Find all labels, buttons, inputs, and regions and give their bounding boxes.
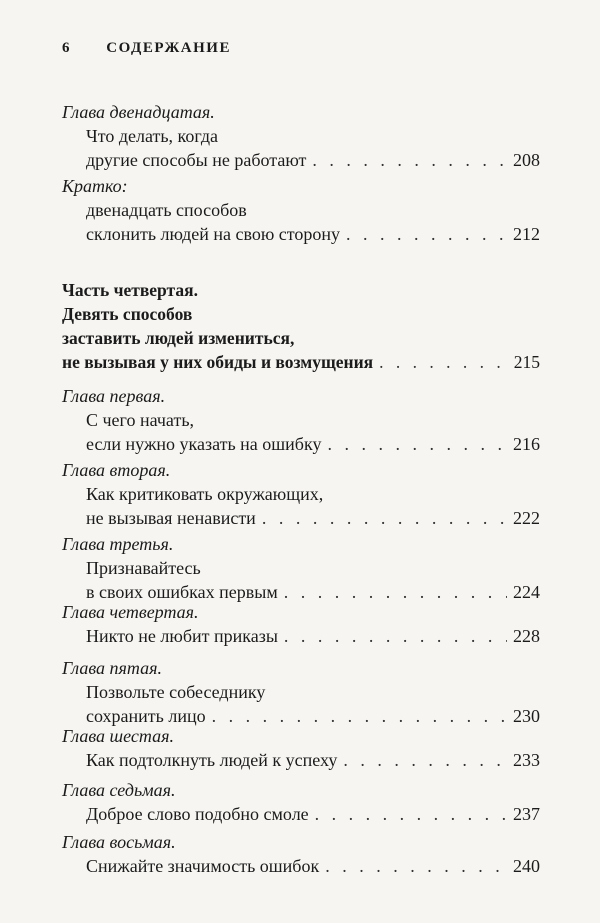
chapter-title: [62, 556, 540, 604]
chapter-title-text: Никто не любит приказы: [86, 626, 278, 646]
running-header: [62, 40, 231, 57]
dot-leader: [379, 350, 508, 374]
toc-entry: [62, 724, 540, 768]
chapter-title-last-line: [86, 802, 540, 826]
chapter-title-line: Позвольте собеседнику: [86, 682, 266, 702]
chapter-page-number: 228: [513, 626, 540, 646]
part-heading-line: Девять способов: [62, 304, 193, 324]
chapter-page-number: 240: [513, 856, 540, 876]
part-heading-last-line: [62, 350, 540, 374]
chapter-title: [62, 124, 540, 172]
chapter-label: Глава пятая.: [62, 658, 162, 678]
chapter-page-number: 230: [513, 706, 540, 726]
chapter-title-line: Признавайтесь: [86, 558, 201, 578]
part-heading-line: заставить людей измениться,: [62, 328, 295, 348]
chapter-page-number: 208: [513, 150, 540, 170]
chapter-title: [62, 854, 540, 878]
toc-entry: [62, 600, 540, 644]
chapter-page-number: 237: [513, 804, 540, 824]
chapter-label: Глава четвертая.: [62, 602, 199, 622]
toc-entry: [62, 778, 540, 822]
chapter-page-number: 222: [513, 508, 540, 528]
chapter-title-text: если нужно указать на ошибку: [86, 434, 322, 454]
toc-entry: [62, 174, 540, 246]
chapter-page-number: 216: [513, 434, 540, 454]
chapter-title-last-line: [86, 222, 540, 246]
chapter-title-text: Снижайте значимость ошибок: [86, 856, 320, 876]
chapter-label: Глава первая.: [62, 386, 166, 406]
part-heading-text: не вызывая у них обиды и возмущения: [62, 352, 374, 372]
chapter-title: [62, 624, 540, 648]
chapter-title-text: другие способы не работают: [86, 150, 307, 170]
dot-leader: [262, 506, 507, 530]
chapter-label: Глава двенадцатая.: [62, 102, 215, 122]
toc-entry: [62, 656, 540, 726]
chapter-title-line: Что делать, когда: [86, 126, 219, 146]
chapter-title: [62, 408, 540, 456]
chapter-title-last-line: [86, 506, 540, 530]
chapter-page-number: 233: [513, 750, 540, 770]
chapter-label: Глава седьмая.: [62, 780, 176, 800]
dot-leader: [315, 802, 507, 826]
toc-entry: [62, 532, 540, 602]
dot-leader: [284, 624, 507, 648]
chapter-page-number: 224: [513, 582, 540, 602]
chapter-title-text: Как подтолкнуть людей к успеху: [86, 750, 338, 770]
chapter-title-text: склонить людей на свою сторону: [86, 224, 341, 244]
chapter-title-text: не вызывая ненависти: [86, 508, 256, 528]
chapter-title: [62, 482, 540, 530]
chapter-title-last-line: [86, 748, 540, 772]
part-heading: [62, 278, 540, 372]
chapter-title: [62, 198, 540, 246]
toc-entry: [62, 100, 540, 170]
chapter-label: Глава шестая.: [62, 726, 174, 746]
chapter-label: Глава восьмая.: [62, 832, 176, 852]
dot-leader: [312, 148, 507, 172]
header-title: СОДЕРЖАНИЕ: [106, 40, 231, 56]
chapter-title-text: сохранить лицо: [86, 706, 206, 726]
chapter-title-last-line: [86, 854, 540, 878]
chapter-title-line: двенадцать способов: [86, 200, 247, 220]
chapter-label: Глава третья.: [62, 534, 174, 554]
chapter-title: [62, 748, 540, 772]
chapter-title: [62, 802, 540, 826]
chapter-title-last-line: [86, 624, 540, 648]
chapter-page-number: 212: [513, 224, 540, 244]
toc-entry: [62, 830, 540, 874]
dot-leader: [346, 222, 507, 246]
part-heading-line: Часть четвертая.: [62, 280, 198, 300]
chapter-title-text: Доброе слово подобно смоле: [86, 804, 309, 824]
dot-leader: [327, 432, 507, 456]
dot-leader: [343, 748, 507, 772]
dot-leader: [325, 854, 507, 878]
toc-entry: [62, 458, 540, 528]
chapter-title-last-line: [86, 432, 540, 456]
chapter-title-last-line: [86, 148, 540, 172]
chapter-label: Кратко:: [62, 176, 128, 196]
table-of-contents: [62, 100, 540, 874]
chapter-label: Глава вторая.: [62, 460, 171, 480]
chapter-title-line: С чего начать,: [86, 410, 195, 430]
chapter-title-line: Как критиковать окружающих,: [86, 484, 324, 504]
chapter-title: [62, 680, 540, 728]
part-page-number: 215: [513, 352, 540, 372]
chapter-title-text: в своих ошибках первым: [86, 582, 278, 602]
page-number: 6: [62, 40, 71, 56]
toc-entry: [62, 384, 540, 454]
